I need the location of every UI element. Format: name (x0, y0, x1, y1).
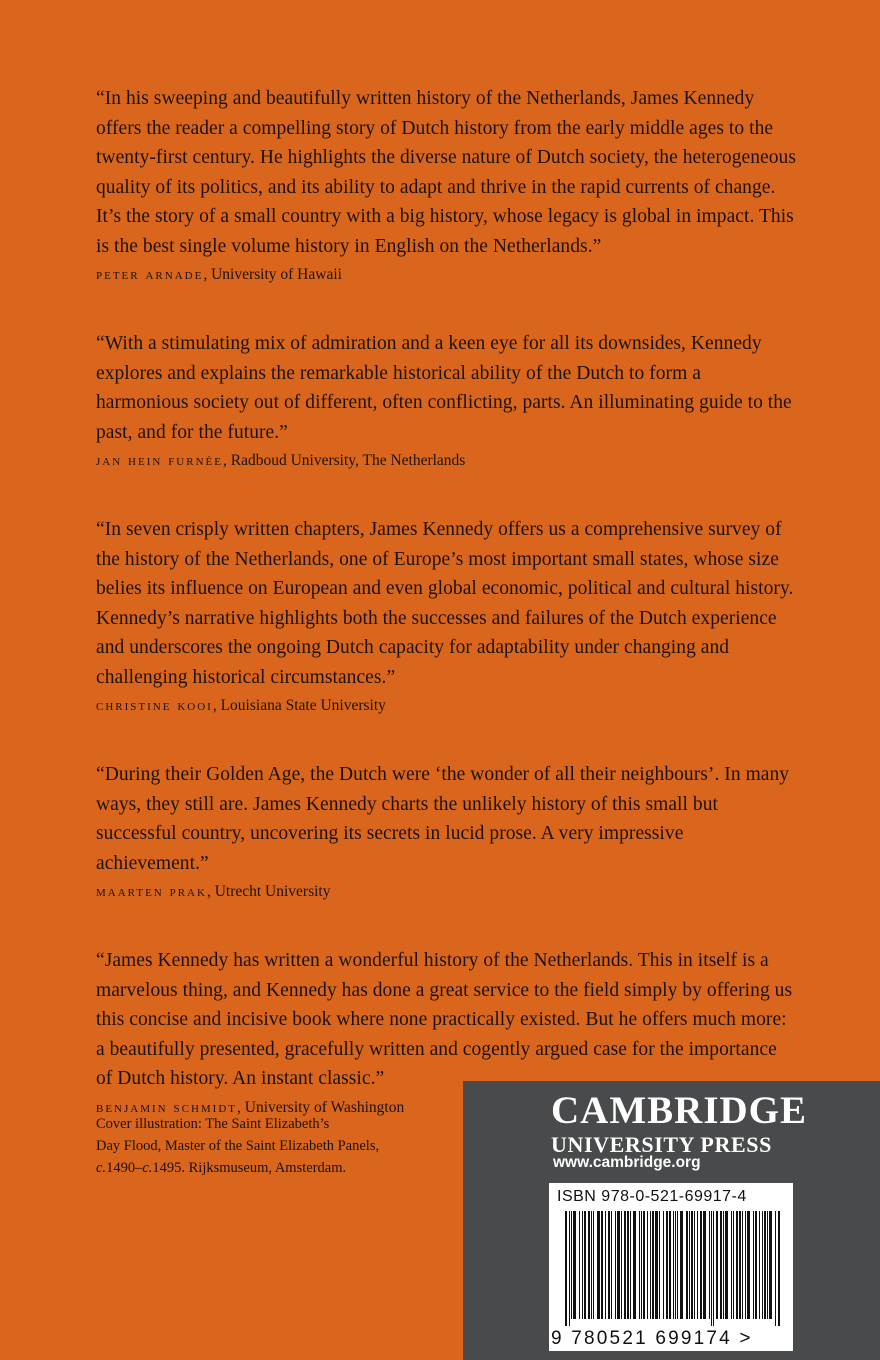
barcode-bar (624, 1211, 626, 1319)
barcode-bar (591, 1211, 592, 1319)
barcode-bar (759, 1211, 760, 1319)
barcode-bar (584, 1211, 586, 1319)
endorsement-3 (96, 515, 796, 716)
credit-line-3: c.1490–c.1495. Rijksmuseum, Amsterdam. (96, 1160, 347, 1176)
barcode-bar (691, 1211, 693, 1319)
barcode-bar (608, 1211, 610, 1319)
quote-text: “James Kennedy has written a wonderful history of the Netherlands. This in itself is a marvelous thing, and Kennedy has done a great service to the field simply by offering us this concise and incisive book where none practically existed. But he offers much more: a beautifully presented, gracefully written and cogently argued case for the importance of Dutch history. An instant classic.” (96, 950, 793, 1089)
barcode-bar (745, 1211, 746, 1319)
barcode-bar (659, 1211, 660, 1319)
endorsement-1 (96, 84, 796, 285)
endorsement-2 (96, 329, 796, 471)
quote-text: “In seven crisply written chapters, James Kennedy offers us a comprehensive survey of the history of the Netherlands, one of Europe’s most important small states, whose size belies its influence on European and even global economic, political and cultural history. Kennedy’s narrative highlights both the successes and failures of the Dutch experience and underscores the ongoing Dutch capacity for adaptability under changing and challenging historical circumstances.” (96, 519, 794, 688)
barcode-bar (597, 1211, 600, 1319)
attribution (96, 696, 796, 716)
barcode-bar (643, 1211, 645, 1319)
quote-text: “During their Golden Age, the Dutch were ‘the wonder of all their neighbours’. In many ways, they still are. James Kennedy charts the unlikely history of this small but successful country, uncovering its secrets in lucid prose. A very impressive achievement.” (96, 764, 790, 874)
barcode-bar (716, 1211, 718, 1319)
reviewer-affiliation: , Radboud University, The Netherlands (222, 452, 466, 469)
publisher-logo (551, 1089, 807, 1157)
reviewer-name: christine kooi (96, 697, 213, 714)
attribution (96, 451, 796, 471)
barcode-bar (703, 1211, 706, 1319)
barcode-bar (565, 1211, 567, 1326)
quote-text: “With a stimulating mix of admiration and a keen eye for all its downsides, Kennedy explores and explains the remarkable historical ability of the Dutch to form a harmonious society out of different, often conflicting, parts. An illuminating guide to the past, and for the future.” (96, 333, 792, 443)
barcode-bar (711, 1211, 712, 1326)
attribution (96, 265, 796, 285)
credit-line-1: Cover illustration: The Saint Elizabeth’s (96, 1116, 330, 1132)
barcode-bar (723, 1211, 724, 1319)
barcode-bar (573, 1211, 576, 1319)
endorsements (96, 84, 796, 1162)
barcode-bar (582, 1211, 583, 1319)
barcode-bar (697, 1211, 698, 1319)
barcode-bar (621, 1211, 622, 1319)
barcode-bar (605, 1211, 606, 1319)
barcode-bar (663, 1211, 664, 1319)
barcode-bar (588, 1211, 590, 1319)
barcode-bar (769, 1211, 772, 1319)
barcode-bar (669, 1211, 671, 1319)
barcode-bar (680, 1211, 683, 1319)
endorsement-4 (96, 760, 796, 902)
barcode-bar (775, 1211, 776, 1326)
attribution (96, 882, 796, 902)
reviewer-name: peter arnade (96, 266, 204, 283)
barcode-bar (689, 1211, 690, 1319)
barcode-bar (700, 1211, 702, 1319)
publisher-url: www.cambridge.org (553, 1154, 701, 1171)
barcode-bar (720, 1211, 722, 1319)
barcode-bar (709, 1211, 710, 1319)
barcode-bar (630, 1211, 631, 1319)
barcode-bar (617, 1211, 620, 1319)
barcode-bar (615, 1211, 616, 1319)
reviewer-name: jan hein furnée (96, 452, 223, 469)
barcode-bars (555, 1211, 787, 1326)
credit-line-2: Day Flood, Master of the Saint Elizabeth Panels, (96, 1138, 380, 1154)
barcode-bar (694, 1211, 695, 1319)
reviewer-affiliation: , Louisiana State University (212, 697, 386, 714)
isbn-barcode (549, 1183, 793, 1351)
quote-text: “In his sweeping and beautifully written history of the Netherlands, James Kennedy offers the reader a compelling story of Dutch history from the early middle ages to the twenty-first century. He highlights the diverse nature of Dutch society, the heterogeneous quality of its politics, and its ability to adapt and thrive in the rapid currents of change. It’s the story of a small country with a big history, whose legacy is global in impact. This is the best single volume history in English on the Netherlands.” (96, 88, 796, 257)
barcode-bar (733, 1211, 734, 1319)
reviewer-affiliation: , Utrecht University (206, 883, 331, 900)
barcode-bar (755, 1211, 757, 1319)
barcode-bar (650, 1211, 651, 1319)
barcode-bar (611, 1211, 612, 1319)
barcode-bar (713, 1211, 714, 1326)
reviewer-name: benjamin schmidt (96, 1098, 237, 1116)
isbn-label: ISBN 978-0-521-69917-4 (557, 1188, 747, 1205)
barcode-bar (731, 1211, 732, 1319)
barcode-bar (778, 1211, 780, 1326)
publisher-name-line1: CAMBRIDGE (551, 1089, 808, 1132)
reviewer-affiliation: , University of Washington (237, 1098, 405, 1116)
barcode-bar (652, 1211, 654, 1319)
barcode-bar (655, 1211, 658, 1319)
barcode-bar (677, 1211, 678, 1319)
barcode-bar (593, 1211, 594, 1319)
barcode-bar (666, 1211, 668, 1319)
publisher-panel (463, 1081, 880, 1360)
barcode-bar (753, 1211, 754, 1319)
barcode-bar (627, 1211, 629, 1319)
reviewer-affiliation: , University of Hawaii (203, 266, 342, 283)
barcode-bar (686, 1211, 688, 1319)
barcode-digits: 9 780521 699174 > (551, 1328, 753, 1349)
barcode-bar (601, 1211, 603, 1319)
barcode-bar (739, 1211, 741, 1319)
barcode-bar (579, 1211, 580, 1319)
reviewer-name: maarten prak (96, 883, 207, 900)
barcode-bar (639, 1211, 640, 1319)
barcode-bar (641, 1211, 642, 1319)
barcode-bar (764, 1211, 766, 1319)
barcode-bar (569, 1211, 570, 1326)
cover-illustration-credit (96, 1113, 426, 1179)
barcode-bar (647, 1211, 648, 1319)
barcode-bar (747, 1211, 750, 1319)
barcode-bar (675, 1211, 676, 1319)
barcode-bar (767, 1211, 768, 1319)
barcode-bar (673, 1211, 674, 1319)
barcode-bar (571, 1211, 572, 1319)
barcode-bar (725, 1211, 728, 1319)
barcode-bar (633, 1211, 636, 1319)
barcode-bar (742, 1211, 743, 1319)
barcode-bar (762, 1211, 763, 1319)
publisher-name-line2: UNIVERSITY PRESS (551, 1132, 772, 1157)
barcode-bar (736, 1211, 738, 1319)
